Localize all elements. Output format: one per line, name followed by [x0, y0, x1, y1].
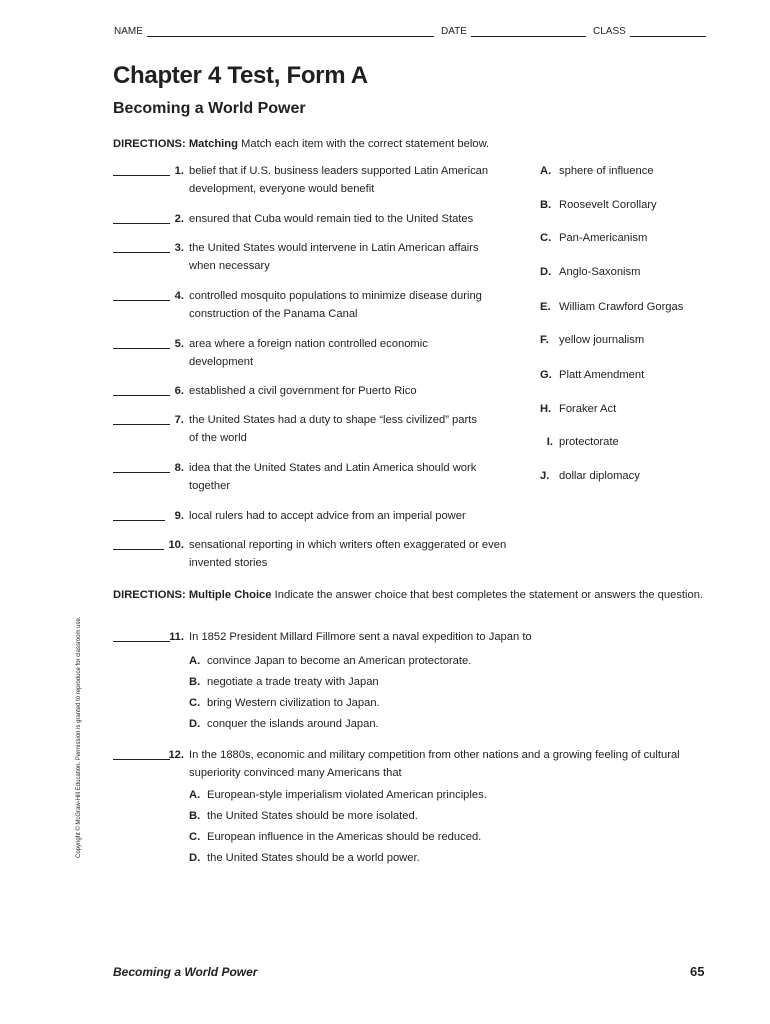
matching-item: [113, 336, 543, 371]
answer-blank[interactable]: [113, 460, 170, 473]
choice-letter: C.: [540, 232, 552, 244]
option-text: the United States should be a world power.: [207, 852, 420, 864]
item-number: 6.: [174, 385, 184, 397]
matching-item: [113, 412, 543, 447]
question-number: 11.: [169, 631, 184, 643]
question-text: In 1852 President Millard Fillmore sent a naval expedition to Japan to: [189, 631, 532, 643]
matching-item: [113, 163, 543, 198]
date-label: DATE: [441, 26, 467, 37]
answer-blank[interactable]: [113, 383, 170, 396]
option-text: conquer the islands around Japan.: [207, 718, 379, 730]
answer-choice: [540, 197, 730, 213]
option-letter: C.: [189, 697, 201, 709]
choice-letter: A.: [540, 165, 552, 177]
choice-letter: F.: [540, 334, 549, 346]
choice-letter: D.: [540, 266, 552, 278]
answer-blank[interactable]: [113, 747, 170, 760]
matching-item: [113, 240, 543, 275]
footer-title: Becoming a World Power: [113, 965, 258, 979]
choice-text: Foraker Act: [559, 403, 617, 415]
option-letter: A.: [189, 789, 201, 801]
choice-text: Platt Amendment: [559, 369, 645, 381]
matching-item: [113, 383, 543, 401]
choice-text: Roosevelt Corollary: [559, 199, 657, 211]
section-label: Matching: [188, 138, 238, 150]
item-text: local rulers had to accept advice from an imperial power: [189, 510, 466, 522]
answer-choice: [540, 163, 730, 179]
question-number: 12.: [168, 749, 184, 761]
choice-letter: J.: [540, 470, 550, 482]
copyright-notice: Copyright © McGraw-Hill Education. Permission is granted to reproduce for classroom use.: [76, 616, 82, 858]
item-number: 2.: [174, 213, 184, 225]
item-number: 4.: [174, 290, 184, 302]
answer-choice: [540, 468, 730, 484]
page-number: 65: [690, 964, 705, 979]
mc-option[interactable]: [189, 716, 379, 732]
item-number: 10.: [168, 539, 184, 551]
answer-choice: [540, 367, 730, 383]
mc-option[interactable]: [189, 829, 481, 845]
choice-letter: H.: [540, 403, 552, 415]
item-text: sensational reporting in which writers often exaggerated or even invented stories: [189, 539, 507, 569]
choice-text: yellow journalism: [559, 334, 645, 346]
item-text: controlled mosquito populations to minimize disease during construction of the Panama Canal: [189, 290, 482, 320]
section-label: Multiple Choice: [188, 589, 272, 601]
directions-text: Match each item with the correct statement below.: [241, 138, 490, 150]
answer-choice: [540, 401, 730, 417]
answer-blank[interactable]: [113, 240, 170, 253]
answer-choice: [540, 230, 730, 246]
item-text: belief that if U.S. business leaders supported Latin American development, everyone would benefit: [189, 165, 489, 195]
answer-blank[interactable]: [113, 412, 170, 425]
item-text: ensured that Cuba would remain tied to the United States: [189, 213, 474, 225]
option-letter: C.: [189, 831, 201, 843]
matching-item: [113, 288, 543, 323]
class-line[interactable]: [630, 36, 706, 37]
answer-blank[interactable]: [113, 336, 170, 349]
item-number: 1.: [174, 165, 184, 177]
matching-item: [113, 537, 543, 572]
item-text: the United States would intervene in Latin American affairs when necessary: [189, 242, 479, 272]
answer-blank[interactable]: [113, 163, 170, 176]
mc-option[interactable]: [189, 653, 471, 669]
choice-letter: G.: [540, 369, 552, 381]
page-title: Chapter 4 Test, Form A: [113, 62, 368, 89]
item-number: 3.: [174, 242, 184, 254]
mc-option[interactable]: [189, 808, 418, 824]
mc-question: [113, 629, 713, 647]
answer-blank[interactable]: [113, 537, 164, 550]
item-text: established a civil government for Puerto Rico: [189, 385, 417, 397]
option-letter: B.: [189, 810, 201, 822]
name-line[interactable]: [147, 36, 434, 37]
matching-directions: [113, 136, 713, 152]
item-number: 8.: [174, 462, 184, 474]
answer-blank[interactable]: [113, 629, 170, 642]
item-number: 9.: [174, 510, 184, 522]
choice-text: Pan-Americanism: [559, 232, 648, 244]
option-text: the United States should be more isolated.: [207, 810, 418, 822]
option-text: bring Western civilization to Japan.: [207, 697, 380, 709]
matching-item: [113, 460, 543, 495]
option-text: convince Japan to become an American protectorate.: [207, 655, 472, 667]
mc-directions: [113, 587, 708, 603]
choice-text: dollar diplomacy: [559, 470, 640, 482]
matching-item: [113, 508, 543, 526]
option-letter: B.: [189, 676, 201, 688]
answer-choice: [540, 299, 730, 315]
matching-item: [113, 211, 543, 229]
choice-text: Anglo-Saxonism: [559, 266, 641, 278]
directions-text: Indicate the answer choice that best completes the statement or answers the question.: [274, 589, 704, 601]
header-fields: [114, 26, 706, 40]
option-letter: D.: [189, 852, 201, 864]
mc-option[interactable]: [189, 850, 420, 866]
option-letter: D.: [189, 718, 201, 730]
answer-choice: [540, 264, 730, 280]
answer-blank[interactable]: [113, 288, 170, 301]
choice-letter: E.: [540, 301, 551, 313]
directions-label: DIRECTIONS:: [113, 589, 186, 601]
option-text: European influence in the Americas should be reduced.: [207, 831, 482, 843]
item-number: 5.: [174, 338, 184, 350]
page-subtitle: Becoming a World Power: [113, 100, 306, 117]
item-text: the United States had a duty to shape “less civilized” parts of the world: [189, 414, 477, 444]
choice-letter: I.: [546, 436, 553, 448]
item-number: 7.: [174, 414, 184, 426]
choice-text: William Crawford Gorgas: [559, 301, 684, 313]
option-letter: A.: [189, 655, 201, 667]
directions-label: DIRECTIONS:: [113, 138, 186, 150]
choice-text: protectorate: [559, 436, 619, 448]
class-label: CLASS: [593, 26, 626, 37]
answer-blank[interactable]: [113, 211, 170, 224]
question-text: In the 1880s, economic and military competition from other nations and a growing feeling of cultural superiority convinced many Americans that: [189, 749, 680, 779]
answer-choice: [540, 332, 730, 348]
answer-choice: [540, 434, 730, 450]
choice-letter: B.: [540, 199, 552, 211]
option-text: European-style imperialism violated American principles.: [207, 789, 487, 801]
mc-question: [113, 747, 713, 782]
name-label: NAME: [114, 26, 143, 37]
mc-option[interactable]: [189, 674, 379, 690]
answer-blank[interactable]: [113, 508, 165, 521]
choice-text: sphere of influence: [559, 165, 654, 177]
item-text: idea that the United States and Latin America should work together: [189, 462, 477, 492]
item-text: area where a foreign nation controlled economic development: [189, 338, 428, 368]
date-line[interactable]: [471, 36, 586, 37]
mc-option[interactable]: [189, 787, 487, 803]
option-text: negotiate a trade treaty with Japan: [207, 676, 379, 688]
mc-option[interactable]: [189, 695, 380, 711]
